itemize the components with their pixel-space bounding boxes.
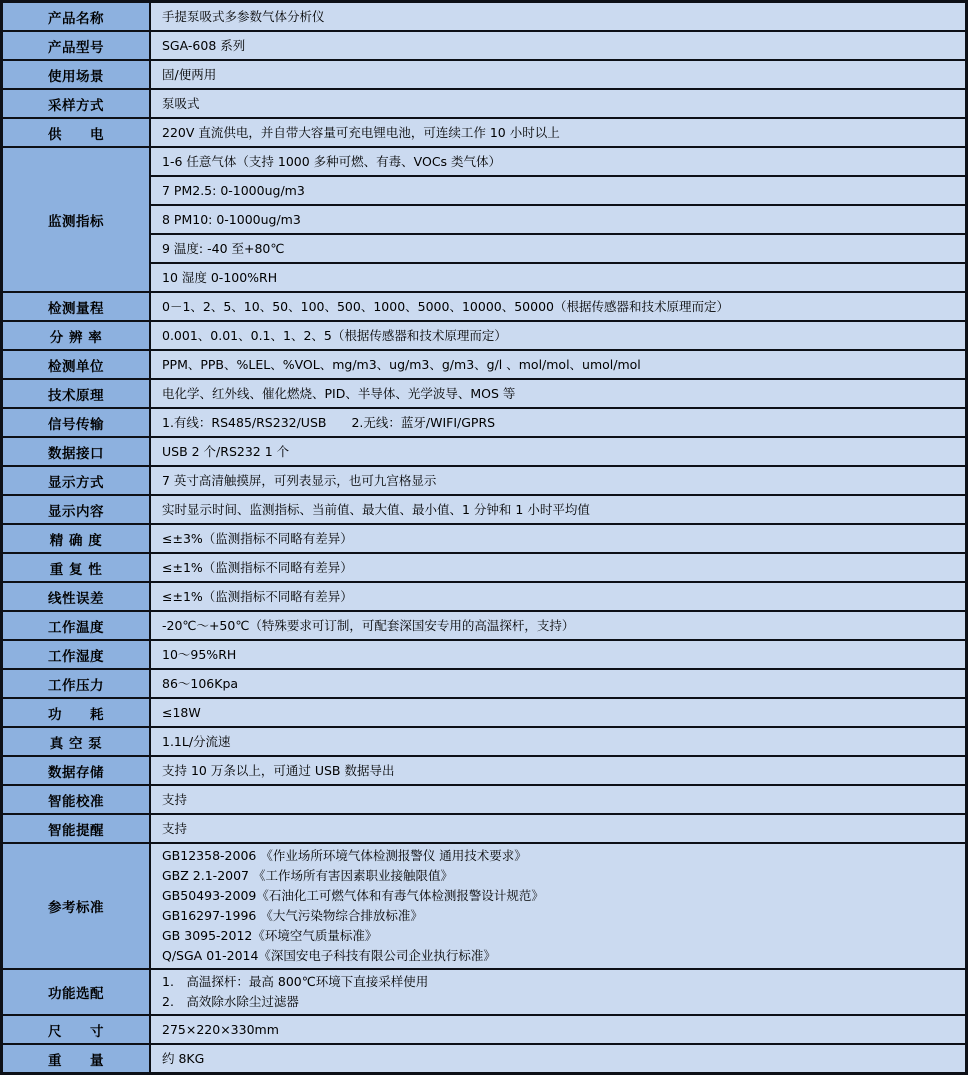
spec-label-cell: 数据接口: [2, 437, 151, 466]
table-row: [2, 350, 967, 379]
spec-label-cell: 参考标准: [2, 843, 151, 969]
spec-value-line: 2. 高效除水除尘过滤器: [162, 994, 299, 1009]
table-row: [2, 814, 967, 843]
spec-label-cell: 智能提醒: [2, 814, 151, 843]
spec-value-line: 1.1L/分流速: [162, 733, 231, 749]
spec-value-line: 10～95%RH: [162, 646, 237, 662]
spec-label-cell: 重 复 性: [2, 553, 151, 582]
spec-value-line: GB50493-2009《石油化工可燃气体和有毒气体检测报警设计规范》: [162, 888, 544, 903]
spec-value-line: ≤±3%（监测指标不同略有差异）: [162, 530, 353, 546]
spec-value-line: 0.001、0.01、0.1、1、2、5（根据传感器和技术原理而定）: [162, 327, 507, 343]
spec-value-line: 0－1、2、5、10、50、100、500、1000、5000、10000、50000（根据传感器和技术原理而定）: [162, 298, 729, 314]
spec-label-cell: 分 辨 率: [2, 321, 151, 350]
spec-value-line: 手提泵吸式多参数气体分析仪: [162, 8, 325, 24]
spec-label-cell: 检测量程: [2, 292, 151, 321]
spec-value-cell: [150, 969, 967, 1015]
spec-value-line: ≤±1%（监测指标不同略有差异）: [162, 588, 353, 604]
spec-label-cell: 采样方式: [2, 89, 151, 118]
spec-value-line: 8 PM10: 0-1000ug/m3: [162, 211, 301, 227]
spec-value-line: -20℃～+50℃（特殊要求可订制，可配套深国安专用的高温探杆，支持）: [162, 617, 575, 633]
spec-label-cell: 工作湿度: [2, 640, 151, 669]
table-row: [2, 582, 967, 611]
spec-label-cell: 真 空 泵: [2, 727, 151, 756]
spec-value-line: 86～106Kpa: [162, 675, 239, 691]
spec-value-line: 支持: [162, 791, 188, 807]
spec-label-cell: 工作压力: [2, 669, 151, 698]
table-row: [2, 640, 967, 669]
spec-value-line: USB 2 个/RS232 1 个: [162, 443, 290, 459]
spec-label-cell: 使用场景: [2, 60, 151, 89]
table-row: [2, 89, 967, 118]
spec-value-line: 支持: [162, 820, 188, 836]
spec-value-cell: [150, 582, 967, 611]
spec-value-cell: [150, 60, 967, 89]
table-row: [2, 698, 967, 727]
table-row: [2, 466, 967, 495]
spec-label-cell: 产品型号: [2, 31, 151, 60]
spec-value-cell: [150, 321, 967, 350]
spec-value-line: 泵吸式: [162, 95, 200, 111]
table-row: [2, 147, 967, 176]
spec-label-cell: 线性误差: [2, 582, 151, 611]
table-row: [2, 1015, 967, 1044]
spec-value-cell: [150, 640, 967, 669]
spec-value-cell: [150, 234, 967, 263]
spec-value-cell: [150, 176, 967, 205]
spec-value-line: 7 英寸高清触摸屏，可列表显示，也可九宫格显示: [162, 472, 437, 488]
spec-value-line: GB16297-1996 《大气污染物综合排放标准》: [162, 908, 423, 923]
table-row: [2, 60, 967, 89]
table-row: [2, 843, 967, 969]
spec-value-line: 1. 高温探杆：最高 800℃环境下直接采样使用: [162, 974, 429, 989]
spec-value-cell: [150, 205, 967, 234]
spec-label-cell: 尺 寸: [2, 1015, 151, 1044]
spec-value-line: GBZ 2.1-2007 《工作场所有害因素职业接触限值》: [162, 868, 453, 883]
spec-value-line: 9 温度: -40 至+80℃: [162, 240, 285, 256]
spec-label-cell: 检测单位: [2, 350, 151, 379]
table-row: [2, 524, 967, 553]
spec-value-line: 220V 直流供电，并自带大容量可充电锂电池，可连续工作 10 小时以上: [162, 124, 560, 140]
table-row: [2, 727, 967, 756]
spec-value-cell: [150, 611, 967, 640]
table-row: [2, 437, 967, 466]
table-row: [2, 669, 967, 698]
spec-value-cell: [150, 408, 967, 437]
spec-value-cell: [150, 2, 967, 32]
spec-label-cell: 显示内容: [2, 495, 151, 524]
table-row: [2, 756, 967, 785]
spec-value-cell: [150, 466, 967, 495]
spec-value-cell: [150, 785, 967, 814]
spec-label-cell: 监测指标: [2, 147, 151, 292]
spec-value-cell: [150, 698, 967, 727]
spec-value-cell: [150, 524, 967, 553]
table-row: [2, 379, 967, 408]
spec-value-cell: [150, 843, 967, 969]
spec-value-cell: [150, 379, 967, 408]
spec-value-cell: [150, 118, 967, 147]
spec-label-cell: 功 耗: [2, 698, 151, 727]
table-row: [2, 292, 967, 321]
spec-value-cell: [150, 669, 967, 698]
spec-label-cell: 技术原理: [2, 379, 151, 408]
spec-value-line: 7 PM2.5: 0-1000ug/m3: [162, 182, 305, 198]
spec-label-cell: 精 确 度: [2, 524, 151, 553]
spec-value-line: ≤±1%（监测指标不同略有差异）: [162, 559, 353, 575]
spec-value-cell: [150, 350, 967, 379]
spec-value-line: 电化学、红外线、催化燃烧、PID、半导体、光学波导、MOS 等: [162, 385, 516, 401]
table-row: [2, 495, 967, 524]
spec-label-cell: 显示方式: [2, 466, 151, 495]
spec-value-line: 10 湿度 0-100%RH: [162, 269, 278, 285]
spec-value-cell: [150, 814, 967, 843]
table-row: [2, 785, 967, 814]
spec-label-cell: 工作温度: [2, 611, 151, 640]
spec-value-cell: [150, 1044, 967, 1074]
spec-value-line: 275×220×330mm: [162, 1021, 279, 1037]
spec-table-body: [2, 2, 967, 1074]
spec-value-cell: [150, 495, 967, 524]
spec-value-cell: [150, 31, 967, 60]
table-row: [2, 969, 967, 1015]
spec-value-line: ≤18W: [162, 704, 201, 720]
spec-value-cell: [150, 553, 967, 582]
spec-value-line: GB12358-2006 《作业场所环境气体检测报警仪 通用技术要求》: [162, 848, 527, 863]
table-row: [2, 321, 967, 350]
table-row: [2, 1044, 967, 1074]
spec-label-cell: 功能选配: [2, 969, 151, 1015]
spec-value-cell: [150, 1015, 967, 1044]
spec-value-line: 1.有线：RS485/RS232/USB 2.无线：蓝牙/WIFI/GPRS: [162, 414, 496, 430]
spec-value-line: SGA-608 系列: [162, 37, 246, 53]
spec-value-line: 固/便两用: [162, 66, 217, 82]
spec-value-cell: [150, 147, 967, 176]
spec-value-cell: [150, 727, 967, 756]
spec-value-line: PPM、PPB、%LEL、%VOL、mg/m3、ug/m3、g/m3、g/l 、mol/mol、umol/mol: [162, 356, 641, 372]
spec-label-cell: 数据存储: [2, 756, 151, 785]
table-row: [2, 611, 967, 640]
spec-value-cell: [150, 756, 967, 785]
spec-value-cell: [150, 89, 967, 118]
spec-label-cell: 供 电: [2, 118, 151, 147]
table-row: [2, 118, 967, 147]
spec-value-cell: [150, 263, 967, 292]
table-row: [2, 408, 967, 437]
spec-value-line: GB 3095-2012《环境空气质量标准》: [162, 928, 378, 943]
spec-value-cell: [150, 437, 967, 466]
table-row: [2, 2, 967, 32]
spec-label-cell: 产品名称: [2, 2, 151, 32]
table-row: [2, 31, 967, 60]
table-row: [2, 553, 967, 582]
spec-value-line: 约 8KG: [162, 1050, 205, 1066]
spec-value-line: 实时显示时间、监测指标、当前值、最大值、最小值、1 分钟和 1 小时平均值: [162, 501, 590, 517]
spec-label-cell: 重 量: [2, 1044, 151, 1074]
spec-value-line: Q/SGA 01-2014《深国安电子科技有限公司企业执行标准》: [162, 948, 496, 963]
spec-value-line: 支持 10 万条以上，可通过 USB 数据导出: [162, 762, 395, 778]
spec-value-cell: [150, 292, 967, 321]
spec-label-cell: 智能校准: [2, 785, 151, 814]
spec-label-cell: 信号传输: [2, 408, 151, 437]
spec-value-line: 1-6 任意气体（支持 1000 多种可燃、有毒、VOCs 类气体）: [162, 153, 502, 169]
